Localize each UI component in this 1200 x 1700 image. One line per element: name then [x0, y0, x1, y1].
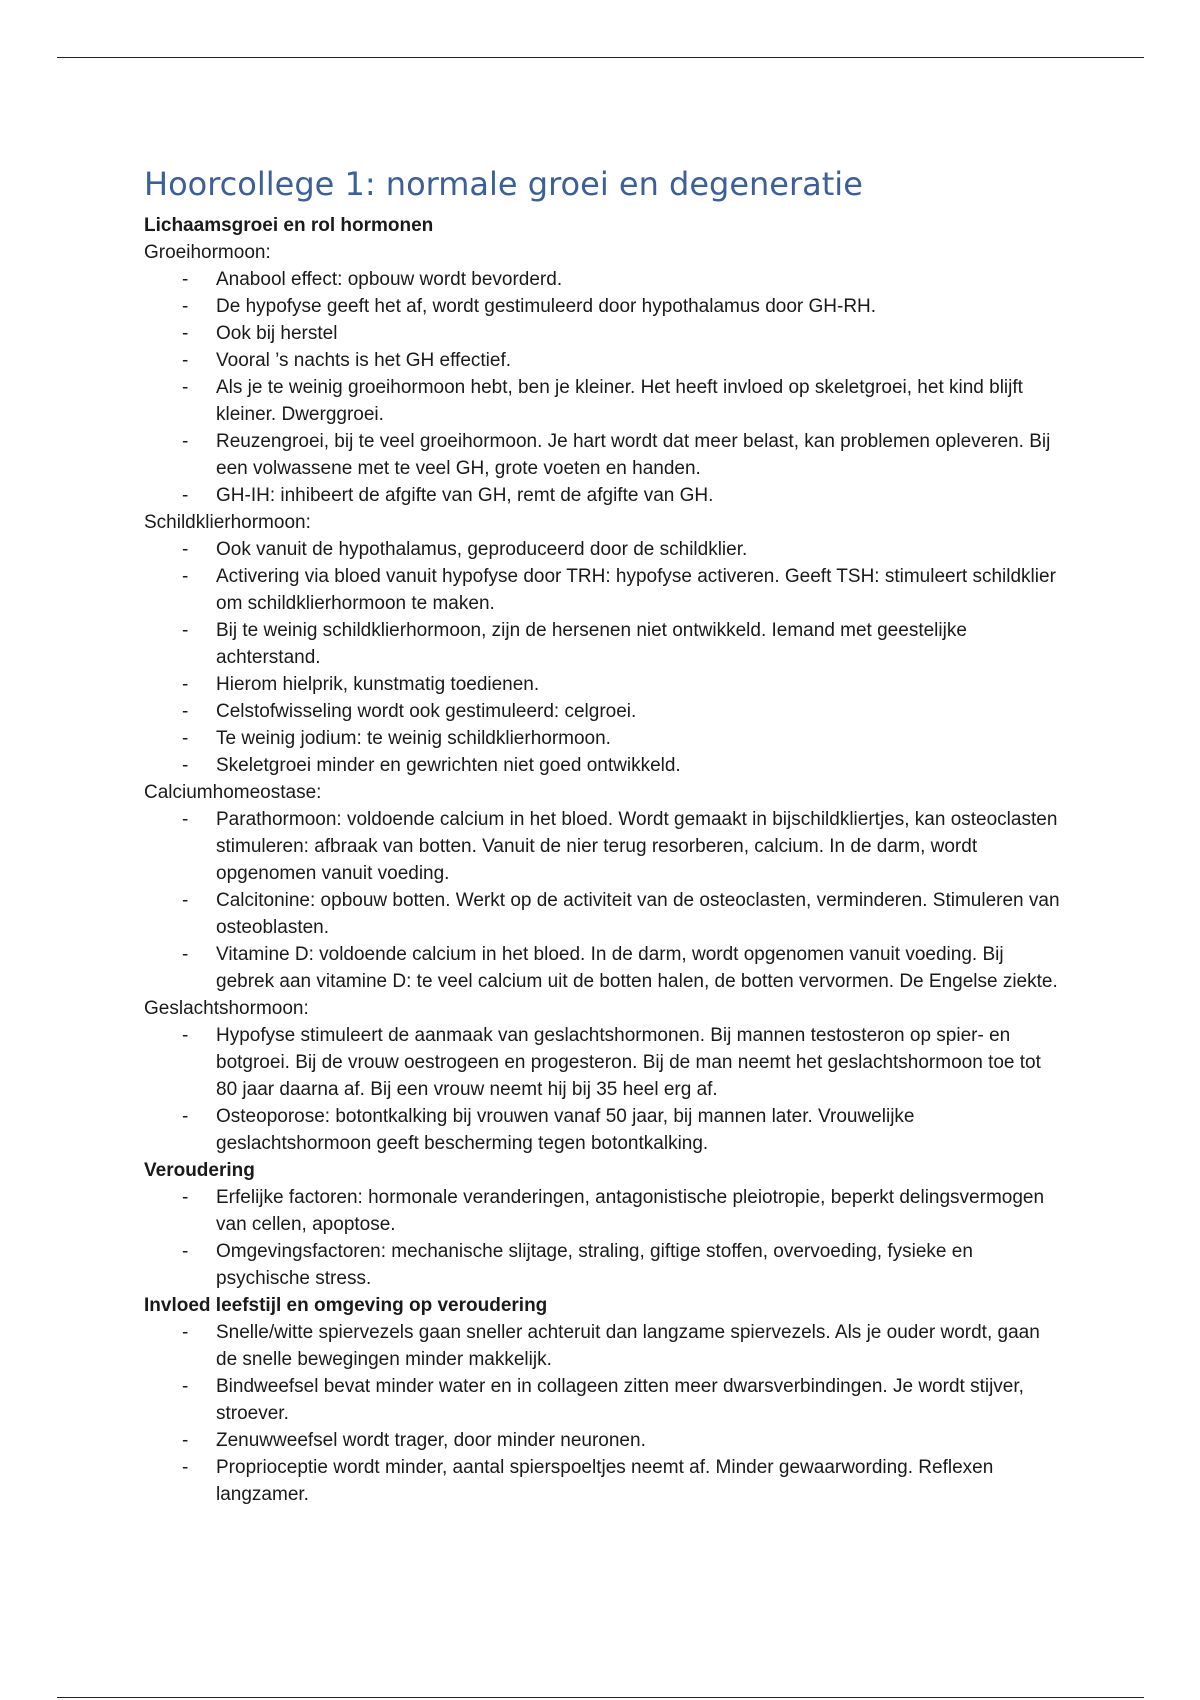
list-item-text: Als je te weinig groeihormoon hebt, ben je kleiner. Het heeft invloed op skeletgroei, het kind blijft kleiner. Dwerggroei. [216, 377, 1023, 425]
page-title: Hoorcollege 1: normale groei en degeneratie [144, 165, 863, 203]
list-item [144, 374, 1064, 428]
subsection-label: Calciumhomeostase: [144, 782, 322, 803]
document-body [144, 164, 1064, 1508]
list-item-text: Bindweefsel bevat minder water en in collageen zitten meer dwarsverbindingen. Je wordt stijver, stroever. [216, 1376, 1024, 1424]
list-item [144, 347, 1064, 374]
section-heading: Invloed leefstijl en omgeving op veroudering [144, 1295, 548, 1316]
list-item-text: Hypofyse stimuleert de aanmaak van geslachtshormonen. Bij mannen testosteron op spier- en botgroei. Bij de vrouw oestrogeen en progesteron. Bij de man neemt het geslachtshormoon toe tot 80 jaar daarna af. Bij een vrouw neemt hij bij 35 heel erg af. [216, 1025, 1041, 1100]
list-item-text: Parathormoon: voldoende calcium in het bloed. Wordt gemaakt in bijschildkliertjes, kan osteoclasten stimuleren: afbraak van botten. Vanuit de nier terug resorberen, calcium. In de darm, wordt opgenomen vanuit voeding. [216, 809, 1058, 884]
list-item [144, 1238, 1064, 1292]
dash-bullet-icon: - [182, 890, 189, 911]
list-item [144, 752, 1064, 779]
bullet-list [144, 536, 1064, 779]
list-item [144, 1319, 1064, 1373]
list-item-text: Activering via bloed vanuit hypofyse door TRH: hypofyse activeren. Geeft TSH: stimuleert schildklier om schildklierhormoon te maken. [216, 566, 1056, 614]
list-item [144, 1427, 1064, 1454]
dash-bullet-icon: - [182, 323, 189, 344]
dash-bullet-icon: - [182, 809, 189, 830]
top-rule [57, 57, 1144, 58]
subsection-label: Schildklierhormoon: [144, 512, 311, 533]
bullet-list [144, 266, 1064, 509]
list-item-text: Proprioceptie wordt minder, aantal spierspoeltjes neemt af. Minder gewaarwording. Reflexen langzamer. [216, 1457, 994, 1505]
list-item-text: Celstofwisseling wordt ook gestimuleerd: celgroei. [216, 701, 637, 722]
list-item-text: Reuzengroei, bij te veel groeihormoon. Je hart wordt dat meer belast, kan problemen opleveren. Bij een volwassene met te veel GH, grote voeten en handen. [216, 431, 1051, 479]
list-item-text: Zenuwweefsel wordt trager, door minder neuronen. [216, 1430, 646, 1451]
list-item [144, 1184, 1064, 1238]
bullet-list [144, 1184, 1064, 1292]
dash-bullet-icon: - [182, 1457, 189, 1478]
list-item-text: GH-IH: inhibeert de afgifte van GH, remt de afgifte van GH. [216, 485, 714, 506]
list-item [144, 293, 1064, 320]
list-item [144, 671, 1064, 698]
dash-bullet-icon: - [182, 755, 189, 776]
dash-bullet-icon: - [182, 1025, 189, 1046]
list-item-text: Bij te weinig schildklierhormoon, zijn de hersenen niet ontwikkeld. Iemand met geestelijke achterstand. [216, 620, 967, 668]
list-item [144, 320, 1064, 347]
dash-bullet-icon: - [182, 350, 189, 371]
dash-bullet-icon: - [182, 431, 189, 452]
section-heading: Lichaamsgroei en rol hormonen [144, 215, 434, 236]
list-item-text: Snelle/witte spiervezels gaan sneller achteruit dan langzame spiervezels. Als je ouder wordt, gaan de snelle bewegingen minder makkelijk. [216, 1322, 1040, 1370]
list-item [144, 941, 1064, 995]
dash-bullet-icon: - [182, 1106, 189, 1127]
dash-bullet-icon: - [182, 566, 189, 587]
list-item [144, 563, 1064, 617]
dash-bullet-icon: - [182, 296, 189, 317]
dash-bullet-icon: - [182, 539, 189, 560]
list-item [144, 1454, 1064, 1508]
list-item [144, 266, 1064, 293]
list-item [144, 482, 1064, 509]
list-item-text: Calcitonine: opbouw botten. Werkt op de activiteit van de osteoclasten, verminderen. Stimuleren van osteoblasten. [216, 890, 1060, 938]
subsection-label: Groeihormoon: [144, 242, 271, 263]
list-item [144, 428, 1064, 482]
list-item [144, 806, 1064, 887]
list-item-text: Anabool effect: opbouw wordt bevorderd. [216, 269, 563, 290]
bullet-list [144, 1319, 1064, 1508]
dash-bullet-icon: - [182, 1322, 189, 1343]
list-item-text: Te weinig jodium: te weinig schildklierhormoon. [216, 728, 611, 749]
dash-bullet-icon: - [182, 1241, 189, 1262]
list-item-text: Ook vanuit de hypothalamus, geproduceerd door de schildklier. [216, 539, 748, 560]
list-item-text: Vitamine D: voldoende calcium in het bloed. In de darm, wordt opgenomen vanuit voeding. Bij gebrek aan vitamine D: te veel calcium uit de botten halen, de botten vervormen. De Engelse ziekte. [216, 944, 1058, 992]
dash-bullet-icon: - [182, 269, 189, 290]
list-item-text: Skeletgroei minder en gewrichten niet goed ontwikkeld. [216, 755, 681, 776]
dash-bullet-icon: - [182, 701, 189, 722]
list-item [144, 1022, 1064, 1103]
list-item [144, 1373, 1064, 1427]
list-item [144, 617, 1064, 671]
dash-bullet-icon: - [182, 728, 189, 749]
list-item [144, 698, 1064, 725]
content-blocks [144, 212, 1064, 1508]
list-item [144, 536, 1064, 563]
list-item-text: Erfelijke factoren: hormonale veranderingen, antagonistische pleiotropie, beperkt delingsvermogen van cellen, apoptose. [216, 1187, 1045, 1235]
dash-bullet-icon: - [182, 377, 189, 398]
bullet-list [144, 1022, 1064, 1157]
dash-bullet-icon: - [182, 620, 189, 641]
list-item-text: Vooral ’s nachts is het GH effectief. [216, 350, 512, 371]
bullet-list [144, 806, 1064, 995]
list-item [144, 1103, 1064, 1157]
list-item [144, 725, 1064, 752]
section-heading: Veroudering [144, 1160, 255, 1181]
list-item-text: Osteoporose: botontkalking bij vrouwen vanaf 50 jaar, bij mannen later. Vrouwelijke geslachtshormoon geeft bescherming tegen botontkalking. [216, 1106, 915, 1154]
dash-bullet-icon: - [182, 674, 189, 695]
bottom-rule [57, 1697, 1144, 1698]
list-item-text: De hypofyse geeft het af, wordt gestimuleerd door hypothalamus door GH-RH. [216, 296, 877, 317]
dash-bullet-icon: - [182, 1187, 189, 1208]
dash-bullet-icon: - [182, 1376, 189, 1397]
dash-bullet-icon: - [182, 1430, 189, 1451]
dash-bullet-icon: - [182, 485, 189, 506]
list-item-text: Omgevingsfactoren: mechanische slijtage, straling, giftige stoffen, overvoeding, fysieke en psychische stress. [216, 1241, 973, 1289]
subsection-label: Geslachtshormoon: [144, 998, 309, 1019]
list-item-text: Ook bij herstel [216, 323, 338, 344]
list-item-text: Hierom hielprik, kunstmatig toedienen. [216, 674, 540, 695]
dash-bullet-icon: - [182, 944, 189, 965]
list-item [144, 887, 1064, 941]
